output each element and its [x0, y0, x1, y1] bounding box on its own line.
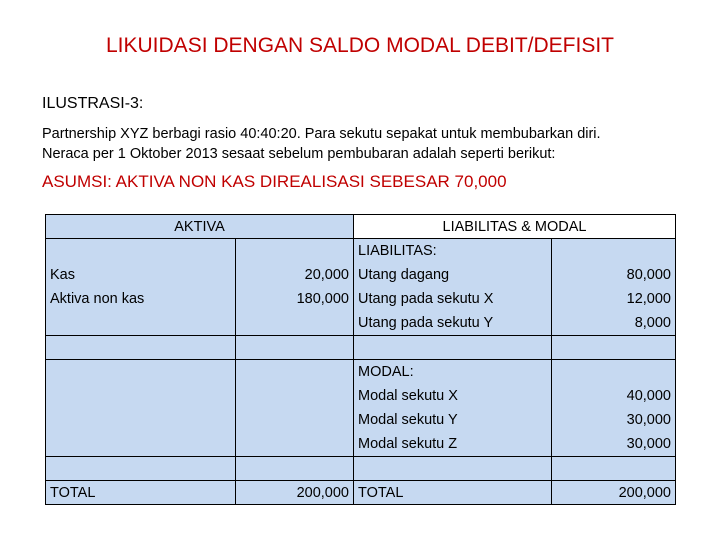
illustration-label: ILUSTRASI-3: [42, 95, 144, 112]
liabilitas-value: 12,000 [626, 291, 671, 307]
description [42, 124, 601, 164]
aktiva-label-kas: Kas [50, 267, 75, 283]
modal-label: Modal sekutu Z [358, 436, 458, 452]
modal-labels [354, 360, 552, 457]
aktiva-header: AKTIVA [46, 215, 354, 239]
aktiva-value-kas: 20,000 [304, 267, 349, 283]
modal-label: Modal sekutu Y [358, 412, 458, 428]
empty-cell [236, 336, 354, 360]
liabilitas-modal-header: LIABILITAS & MODAL [354, 215, 676, 239]
liabilitas-label: Utang pada sekutu Y [358, 315, 494, 331]
description-line: Partnership XYZ berbagi rasio 40:40:20. Para sekutu sepakat untuk membubarkan diri. [42, 126, 601, 142]
total-left-label: TOTAL [46, 481, 236, 505]
empty-cell [46, 457, 236, 481]
page-title: LIKUIDASI DENGAN SALDO MODAL DEBIT/DEFISIT [106, 34, 614, 57]
total-right-label: TOTAL [354, 481, 552, 505]
liabilitas-value: 80,000 [626, 267, 671, 283]
aktiva-labels [46, 239, 236, 336]
modal-value: 40,000 [626, 388, 671, 404]
liabilitas-label: Utang pada sekutu X [358, 291, 494, 307]
empty-cell [354, 457, 552, 481]
liabilitas-values [552, 239, 676, 336]
modal-values [552, 360, 676, 457]
description-line: Neraca per 1 Oktober 2013 sesaat sebelum pembubaran adalah seperti berikut: [42, 146, 556, 162]
modal-value: 30,000 [626, 412, 671, 428]
total-right-value: 200,000 [552, 481, 676, 505]
aktiva-value-non-kas: 180,000 [296, 291, 349, 307]
total-left-value: 200,000 [236, 481, 354, 505]
aktiva-label-non-kas: Aktiva non kas [50, 291, 145, 307]
empty-cell [236, 457, 354, 481]
balance-sheet-table [45, 214, 676, 505]
aktiva-values [236, 239, 354, 336]
liabilitas-label: Utang dagang [358, 267, 450, 283]
empty-cell [354, 336, 552, 360]
modal-label: Modal sekutu X [358, 388, 458, 404]
modal-section-label: MODAL: [358, 364, 414, 380]
empty-cell [236, 360, 354, 457]
liabilitas-labels [354, 239, 552, 336]
assumption-heading: ASUMSI: AKTIVA NON KAS DIREALISASI SEBESAR 70,000 [42, 172, 507, 191]
empty-cell [552, 457, 676, 481]
liabilitas-section-label: LIABILITAS: [358, 243, 437, 259]
empty-cell [46, 360, 236, 457]
empty-cell [552, 336, 676, 360]
modal-value: 30,000 [626, 436, 671, 452]
empty-cell [46, 336, 236, 360]
liabilitas-value: 8,000 [634, 315, 671, 331]
